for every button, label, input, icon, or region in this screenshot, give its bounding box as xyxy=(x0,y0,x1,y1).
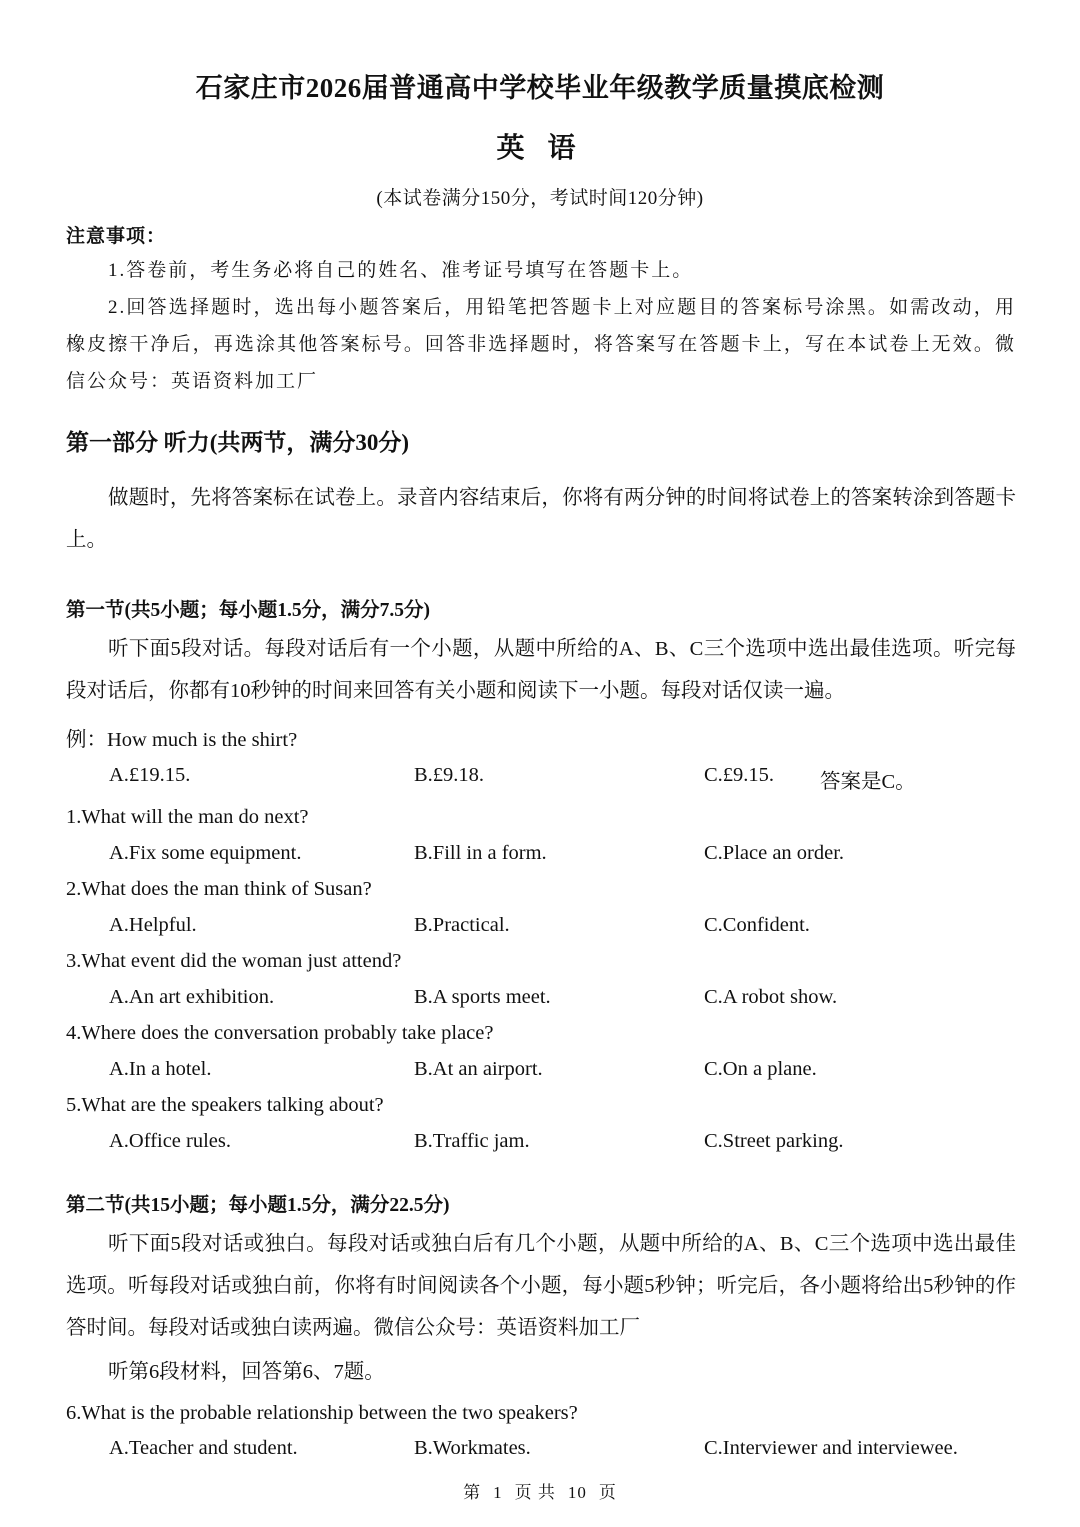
q6-option-a: A.Teacher and student. xyxy=(109,1437,298,1459)
q2-option-a: A.Helpful. xyxy=(109,914,197,936)
material-6-note: 听第6段材料，回答第6、7题。 xyxy=(108,1361,385,1383)
example-option-b: B.£9.18. xyxy=(414,764,485,786)
section1-intro: 听下面5段对话。每段对话后有一个小题，从题中所给的A、B、C三个选项中选出最佳选项。听完每段对话后，你都有10秒钟的时间来回答有关小题和阅读下一小题。每段对话仅读一遍。 xyxy=(66,638,1016,702)
q5-option-b: B.Traffic jam. xyxy=(414,1130,530,1152)
notice-item-2: 2.回答选择题时，选出每小题答案后，用铅笔把答题卡上对应题目的答案标号涂黑。如需改动，用橡皮擦干净后，再选涂其他答案标号。回答非选择题时，将答案写在答题卡上，写在本试卷上无效。微信公众号：英语资料加工厂 xyxy=(66,297,1016,392)
section2-intro: 听下面5段对话或独白。每段对话或独白后有几个小题，从题中所给的A、B、C三个选项中选出最佳选项。听每段对话或独白前，你将有时间阅读各个小题，每小题5秒钟；听完后，各小题将给出5秒钟的作答时间。每段对话或独白读两遍。微信公众号：英语资料加工厂 xyxy=(66,1233,1016,1339)
subject-title: 英 语 xyxy=(496,133,584,164)
part1-intro: 做题时，先将答案标在试卷上。录音内容结束后，你将有两分钟的时间将试卷上的答案转涂到答题卡上。 xyxy=(66,487,1016,551)
question-4: 4.Where does the conversation probably take place? xyxy=(66,1022,494,1044)
exam-info: (本试卷满分150分，考试时间120分钟) xyxy=(376,188,704,209)
q3-option-c: C.A robot show. xyxy=(704,986,838,1008)
q3-option-a: A.An art exhibition. xyxy=(109,986,275,1008)
notice-heading: 注意事项： xyxy=(66,226,167,247)
section1-heading: 第一节(共5小题；每小题1.5分，满分7.5分) xyxy=(66,600,430,621)
example-question: 例：How much is the shirt? xyxy=(66,729,298,751)
example-answer: 答案是C。 xyxy=(820,771,916,793)
q6-option-c: C.Interviewer and interviewee. xyxy=(704,1437,958,1459)
question-1: 1.What will the man do next? xyxy=(66,806,309,828)
total-pages: 10 xyxy=(567,1483,587,1502)
question-6: 6.What is the probable relationship between the two speakers? xyxy=(66,1402,578,1424)
question-5: 5.What are the speakers talking about? xyxy=(66,1094,384,1116)
q4-option-a: A.In a hotel. xyxy=(109,1058,212,1080)
q3-option-b: B.A sports meet. xyxy=(414,986,551,1008)
footer-suffix: 页 xyxy=(598,1483,617,1502)
q2-option-c: C.Confident. xyxy=(704,914,810,936)
q1-option-b: B.Fill in a form. xyxy=(414,842,547,864)
example-option-c: C.£9.15. xyxy=(704,764,775,786)
question-2: 2.What does the man think of Susan? xyxy=(66,878,372,900)
q2-option-b: B.Practical. xyxy=(414,914,510,936)
q4-option-b: B.At an airport. xyxy=(414,1058,543,1080)
section2-heading: 第二节(共15小题；每小题1.5分，满分22.5分) xyxy=(66,1195,450,1216)
q6-option-b: B.Workmates. xyxy=(414,1437,531,1459)
q1-option-a: A.Fix some equipment. xyxy=(109,842,302,864)
exam-title: 石家庄市2026届普通高中学校毕业年级教学质量摸底检测 xyxy=(195,73,885,103)
page-number: 1 xyxy=(493,1483,503,1502)
part1-heading: 第一部分 听力(共两节，满分30分) xyxy=(66,430,410,455)
footer-middle: 页 共 xyxy=(514,1483,556,1502)
q4-option-c: C.On a plane. xyxy=(704,1058,817,1080)
example-option-a: A.£19.15. xyxy=(109,764,191,786)
notice-item-1: 1.答卷前，考生务必将自己的姓名、准考证号填写在答题卡上。 xyxy=(108,260,694,281)
page-footer xyxy=(0,1478,1080,1503)
q5-option-c: C.Street parking. xyxy=(704,1130,844,1152)
question-3: 3.What event did the woman just attend? xyxy=(66,950,402,972)
footer-prefix: 第 xyxy=(463,1483,482,1502)
q1-option-c: C.Place an order. xyxy=(704,842,845,864)
q5-option-a: A.Office rules. xyxy=(109,1130,232,1152)
